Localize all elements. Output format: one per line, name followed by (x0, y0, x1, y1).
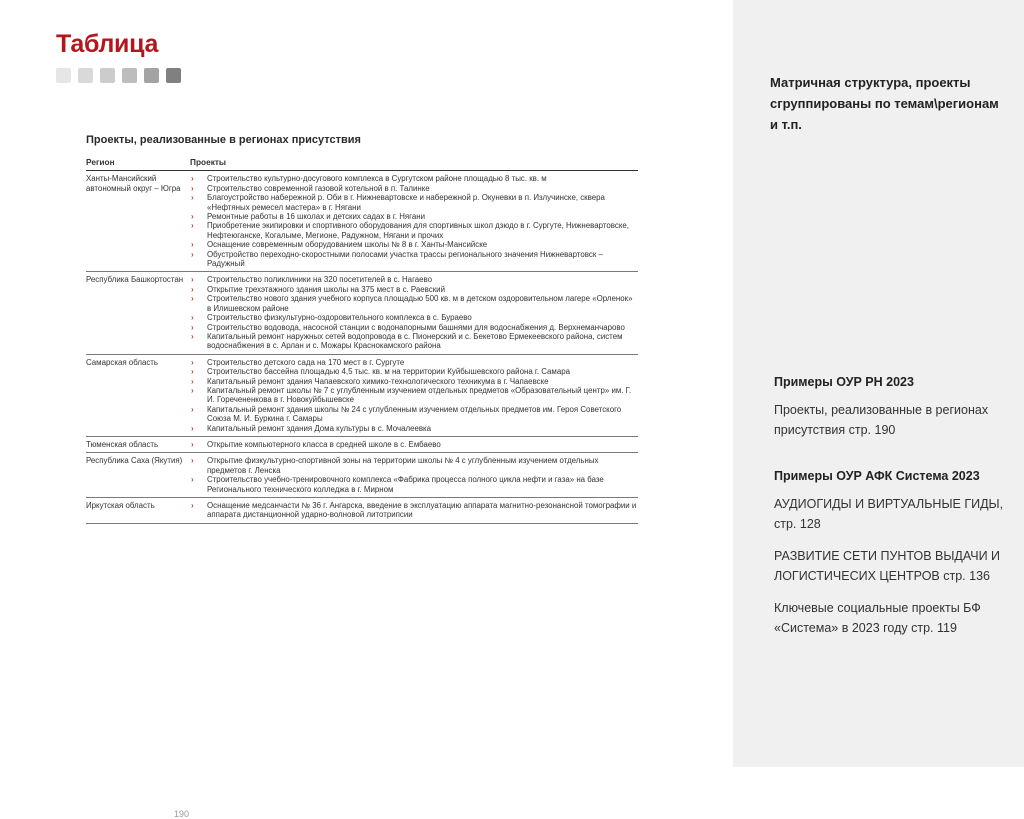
project-item: › Обустройство переходно-скоростными полосами участка трассы регионального значения Нижневартовск – Радужный (190, 250, 638, 269)
project-item: › Строительство бассейна площадью 4,5 тыс. кв. м на территории Куйбышевского района г. Самара (190, 367, 638, 376)
reference-item: Ключевые социальные проекты БФ «Система» в 2023 году стр. 119 (774, 601, 981, 635)
project-item: › Строительство детского сада на 170 мест в г. Сургуте (190, 358, 638, 367)
project-item: › Открытие трехэтажного здания школы на 375 мест в с. Раевский (190, 285, 638, 294)
region-cell: Республика Башкортостан (86, 272, 190, 354)
decorative-square (144, 68, 159, 83)
decorative-square (56, 68, 71, 83)
project-item: › Капитальный ремонт здания школы № 24 с углубленным изучением отдельных предметов им. Героя Советского Союза М. И. Буркина г. Самары (190, 405, 638, 424)
project-item: › Капитальный ремонт наружных сетей водопровода в с. Пионерский и с. Бекетово Ермекеевского района, систем водоснабжения в с. Арлан и с. Можары Краснокамского района (190, 332, 638, 351)
projects-cell (190, 354, 638, 436)
project-list (190, 358, 638, 433)
project-list (190, 174, 638, 268)
table-row (86, 453, 638, 498)
decorative-squares (56, 68, 181, 83)
reference-heading: Примеры ОУР АФК Система 2023 (774, 469, 980, 483)
table-row (86, 498, 638, 524)
projects-cell (190, 171, 638, 272)
projects-column-header: Проекты (190, 158, 638, 171)
reference-list (774, 372, 1010, 650)
project-item: › Оснащение медсанчасти № 36 г. Ангарска, введение в эксплуатацию аппарата магнитно-резонансной томографии и аппарата дистанционной ударно-волновой литотрипсии (190, 501, 638, 520)
project-item: › Строительство культурно-досугового комплекса в Сургутском районе площадью 8 тыс. кв. м (190, 174, 638, 183)
project-list (190, 456, 638, 494)
reference-item: РАЗВИТИЕ СЕТИ ПУНТОВ ВЫДАЧИ И ЛОГИСТИЧЕСИХ ЦЕНТРОВ стр. 136 (774, 549, 1001, 583)
projects-table (86, 158, 638, 524)
project-list (190, 275, 638, 350)
reference-spacer (774, 452, 1010, 466)
project-item: › Открытие компьютерного класса в средней школе в с. Ембаево (190, 440, 638, 449)
project-item: › Строительство нового здания учебного корпуса площадью 500 кв. м в детском оздоровительном лагере «Орленок» в Илишевском районе (190, 294, 638, 313)
table-row (86, 354, 638, 436)
table-row (86, 272, 638, 354)
project-item: › Капитальный ремонт здания Дома культуры в с. Мочалеевка (190, 424, 638, 433)
projects-cell (190, 498, 638, 524)
project-item: › Строительство водовода, насосной станции с водонапорными башнями для водоснабжения д. Верхнеманчарово (190, 323, 638, 332)
region-cell: Тюменская область (86, 436, 190, 452)
project-list (190, 501, 638, 520)
reference-item: Проекты, реализованные в регионах присутствия стр. 190 (774, 403, 989, 437)
project-item: › Приобретение экипировки и спортивного оборудования для спортивных школ дзюдо в г. Сургуте, Нижневартовске, Нефтеюганске, Когалыме, Мегионе, Радужном, Нягани и прочих (190, 221, 638, 240)
report-page-excerpt (86, 134, 638, 819)
document-title: Проекты, реализованные в регионах присутствия (86, 134, 361, 146)
project-item: › Строительство физкультурно-оздоровительного комплекса в с. Бураево (190, 313, 638, 322)
region-cell: Ханты-Мансийский автономный округ – Югра (86, 171, 190, 272)
decorative-square (122, 68, 137, 83)
projects-cell (190, 272, 638, 354)
region-cell: Самарская область (86, 354, 190, 436)
table-row (86, 436, 638, 452)
slide-title: Таблица (56, 30, 159, 58)
region-cell: Республика Саха (Якутия) (86, 453, 190, 498)
region-column-header: Регион (86, 158, 190, 171)
decorative-square (166, 68, 181, 83)
project-item: › Открытие физкультурно-спортивной зоны на территории школы № 4 с углубленным изучением отдельных предметов г. Ленска (190, 456, 638, 475)
region-cell: Иркутская область (86, 498, 190, 524)
project-item: › Оснащение современным оборудованием школы № 8 в г. Ханты-Мансийске (190, 240, 638, 249)
project-item: › Благоустройство набережной р. Оби в г. Нижневартовске и набережной р. Окуневки в п. Излучинске, сквера «Нефтяных ремесел мастера» в г. Нягани (190, 193, 638, 212)
decorative-square (78, 68, 93, 83)
project-item: › Строительство современной газовой котельной в п. Талинке (190, 184, 638, 193)
reference-item: АУДИОГИДЫ И ВИРТУАЛЬНЫЕ ГИДЫ, стр. 128 (774, 497, 1004, 531)
decorative-square (100, 68, 115, 83)
project-item: › Строительство учебно-тренировочного комплекса «Фабрика процесса полного цикла нефти и газа» на базе Регионального технического колледжа в г. Мирном (190, 475, 638, 494)
project-item: › Ремонтные работы в 16 школах и детских садах в г. Нягани (190, 212, 638, 221)
project-item: › Строительство поликлиники на 320 посетителей в с. Нагаево (190, 275, 638, 284)
project-list (190, 440, 638, 449)
project-item: › Капитальный ремонт здания Чапаевского химико-технологического техникума в г. Чапаевске (190, 377, 638, 386)
projects-cell (190, 453, 638, 498)
table-row (86, 171, 638, 272)
reference-heading: Примеры ОУР РН 2023 (774, 375, 914, 389)
project-item: › Капитальный ремонт школы № 7 с углубленным изучением отдельных предметов «Образовательный центр» им. Г. И. Горечененкова в г. Новокуйбышевске (190, 386, 638, 405)
table-header-row (86, 158, 638, 171)
page-number: 190 (174, 809, 190, 819)
sidebar-note: Матричная структура, проекты сгруппированы по темам\регионам и т.п. (770, 75, 999, 132)
projects-cell (190, 436, 638, 452)
